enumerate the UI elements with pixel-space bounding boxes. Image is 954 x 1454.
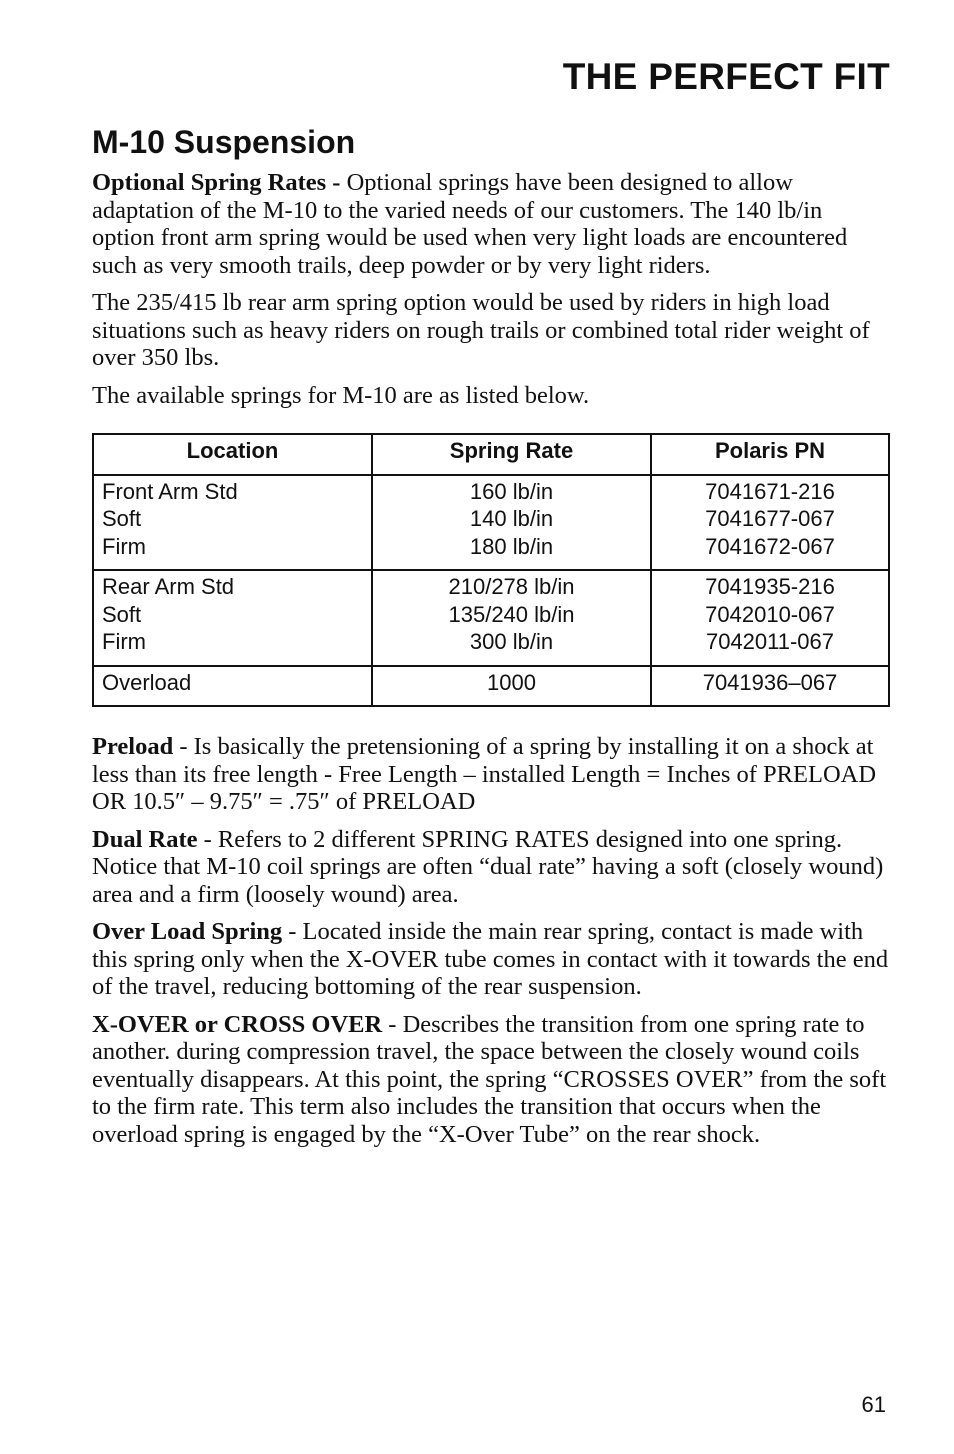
pn-value: 7042011-067 <box>705 629 835 654</box>
rate-value: 210/278 lb/in <box>448 574 575 599</box>
location-cell <box>93 666 372 707</box>
rate-value: 180 lb/in <box>469 533 554 559</box>
intro-paragraph-3: The available springs for M-10 are as listed below. <box>92 381 590 409</box>
intro-paragraph-1 <box>92 169 890 279</box>
pn-value: 7042010-067 <box>705 601 835 627</box>
location-value: Firm <box>102 629 146 654</box>
definition-x-over <box>92 1011 890 1149</box>
pn-value: 7041671-216 <box>705 478 835 504</box>
definition-term: Preload <box>92 733 174 760</box>
rate-value: 140 lb/in <box>469 506 554 531</box>
table-header-row <box>93 434 889 475</box>
pn-value: 7041677-067 <box>705 506 835 531</box>
definition-text: - Describes the transition from one spring rate to another. during compression travel, the space between the closely wound coils eventually disappears. At this point, the spring “CROSSES OVER” from the soft to the firm rate. This term also includes the transition that occurs when the overload spring is engaged by the “X-Over Tube” on the rear shock. <box>92 1010 887 1148</box>
rate-cell <box>372 475 651 571</box>
term-optional-spring-rates: Optional Spring Rates - <box>92 169 341 196</box>
page-header-title: THE PERFECT FIT <box>562 56 890 97</box>
pn-cell <box>651 570 889 666</box>
definition-text: - Refers to 2 different SPRING RATES designed into one spring. Notice that M-10 coil springs are often “dual rate” having a soft (closely wound) area and a firm (loosely wound) area. <box>92 825 884 908</box>
location-value: Overload <box>102 669 192 695</box>
section-title: M-10 Suspension <box>92 124 356 160</box>
rate-cell <box>372 666 651 707</box>
definition-over-load-spring <box>92 918 890 1001</box>
intro-paragraph-2: The 235/415 lb rear arm spring option would be used by riders in high load situations such as heavy riders on rough trails or combined total rider weight of over 350 lbs. <box>92 289 870 371</box>
location-cell <box>93 570 372 666</box>
pn-cell <box>651 666 889 707</box>
location-value: Soft <box>102 601 142 627</box>
location-value: Front Arm Std <box>102 478 238 504</box>
definition-term: Dual Rate <box>92 825 198 853</box>
rate-value: 300 lb/in <box>469 629 554 654</box>
location-value: Rear Arm Std <box>102 574 235 599</box>
table-row <box>93 666 889 707</box>
rate-value: 160 lb/in <box>469 478 554 504</box>
table-row <box>93 570 889 666</box>
definition-preload <box>92 733 890 816</box>
pn-value: 7041672-067 <box>705 533 835 559</box>
rate-cell <box>372 570 651 666</box>
pn-value: 7041935-216 <box>705 574 835 599</box>
definition-dual-rate <box>92 826 890 909</box>
page-number: 61 <box>861 1392 886 1417</box>
page-content <box>92 124 890 1158</box>
table-row <box>93 475 889 571</box>
header-spring-rate: Spring Rate <box>372 434 651 475</box>
rate-value: 1000 <box>487 669 536 695</box>
pn-value: 7041936–067 <box>702 669 838 695</box>
location-cell <box>93 475 372 571</box>
intro-paragraph-1-text: Optional springs have been designed to allow adaptation of the M-10 to the varied needs of our customers. The 140 lb/in option front arm spring would be used when very light loads are encountered such as very smooth trails, deep powder or by very light riders. <box>92 169 848 279</box>
location-value: Firm <box>102 533 146 559</box>
rate-value: 135/240 lb/in <box>448 601 575 627</box>
definition-text: - Located inside the main rear spring, contact is made with this spring only when the X-OVER tube comes in contact with it towards the end of the travel, reducing bottoming of the rear suspension. <box>92 918 889 1000</box>
definition-term: Over Load Spring <box>92 918 283 945</box>
springs-table <box>92 433 890 707</box>
definition-term: X-OVER or CROSS OVER <box>92 1010 383 1038</box>
definition-text: - Is basically the pretensioning of a spring by installing it on a shock at less than its free length - Free Length – installed Length = Inches of PRELOAD OR 10.5″ – 9.75″ = .75″ of PRELOAD <box>92 733 877 815</box>
header-polaris-pn: Polaris PN <box>651 434 889 475</box>
location-value: Soft <box>102 506 142 531</box>
header-location: Location <box>93 434 372 475</box>
pn-cell <box>651 475 889 571</box>
